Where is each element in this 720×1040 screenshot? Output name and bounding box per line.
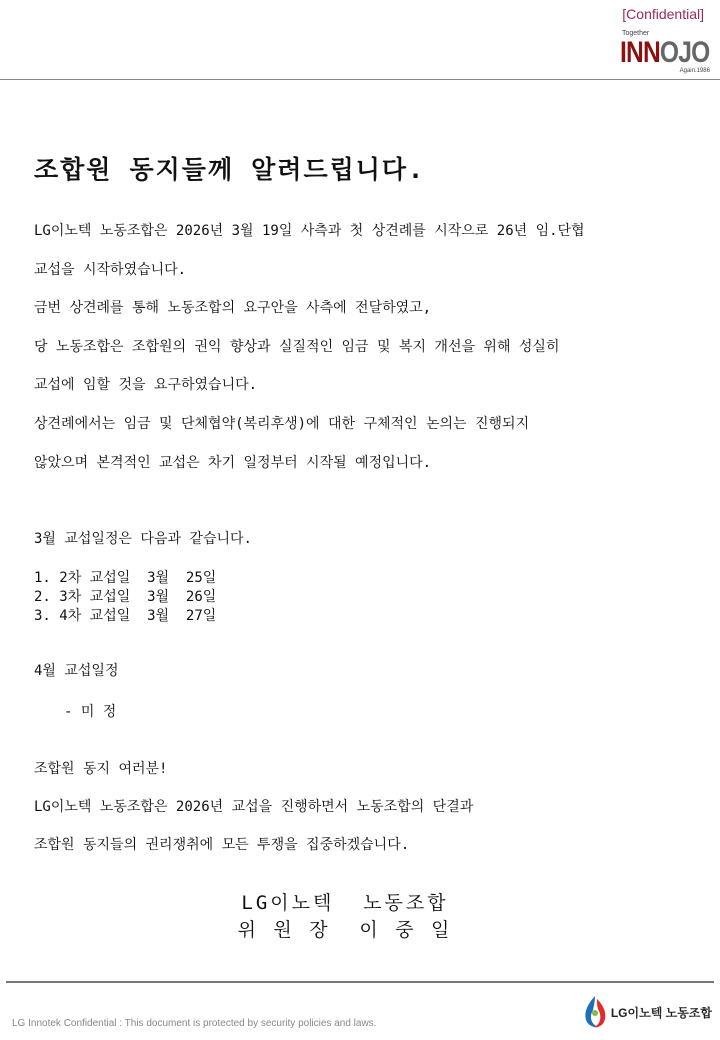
april-heading: 4월 교섭일정 xyxy=(34,663,119,679)
footer-notice: LG Innotek Confidential : This document is protected by security policies and laws. xyxy=(12,1018,377,1029)
paragraph-line: 상견례에서는 임금 및 단체협약(복리후생)에 대한 구체적인 논의는 진행되지 xyxy=(34,416,530,432)
april-item: - 미 정 xyxy=(64,704,117,720)
paragraph-line: 교섭을 시작하였습니다. xyxy=(34,262,187,278)
schedule-item: 3. 4차 교섭일 3월 27일 xyxy=(34,608,217,624)
closing-line: 조합원 동지들의 권리쟁취에 모든 투쟁을 집중하겠습니다. xyxy=(34,837,410,853)
march-heading: 3월 교섭일정은 다음과 같습니다. xyxy=(34,531,252,547)
innojo-logo: Together INNOJO Again.1986 xyxy=(620,30,710,74)
paragraph-line: LG이노텍 노동조합은 2026년 3월 19일 사측과 첫 상견례를 시작으로 26년 임.단협 xyxy=(34,223,585,239)
paragraph-line: 교섭에 임할 것을 요구하였습니다. xyxy=(34,377,258,393)
schedule-item: 1. 2차 교섭일 3월 25일 xyxy=(34,570,217,586)
signature-name: 위 원 장 이 중 일 xyxy=(237,919,453,941)
signature-org: LG이노텍 노동조합 xyxy=(241,892,449,914)
paragraph-line: 금번 상견례를 통해 노동조합의 요구안을 사측에 전달하였고, xyxy=(34,300,432,316)
schedule-item: 2. 3차 교섭일 3월 26일 xyxy=(34,589,217,605)
page-title: 조합원 동지들께 알려드립니다. xyxy=(34,155,426,184)
confidential-label: [Confidential] xyxy=(622,6,704,22)
union-logo: LG이노텍 노동조합 xyxy=(583,995,712,1029)
flame-icon xyxy=(583,995,607,1029)
footer-divider xyxy=(6,981,714,983)
header-divider xyxy=(0,79,720,80)
closing-line: 조합원 동지 여러분! xyxy=(34,761,168,777)
paragraph-line: 당 노동조합은 조합원의 권익 향상과 실질적인 임금 및 복지 개선을 위해 성실히 xyxy=(34,339,560,355)
paragraph-line: 않았으며 본격적인 교섭은 차기 일정부터 시작될 예정입니다. xyxy=(34,455,432,471)
closing-line: LG이노텍 노동조합은 2026년 교섭을 진행하면서 노동조합의 단결과 xyxy=(34,799,474,815)
